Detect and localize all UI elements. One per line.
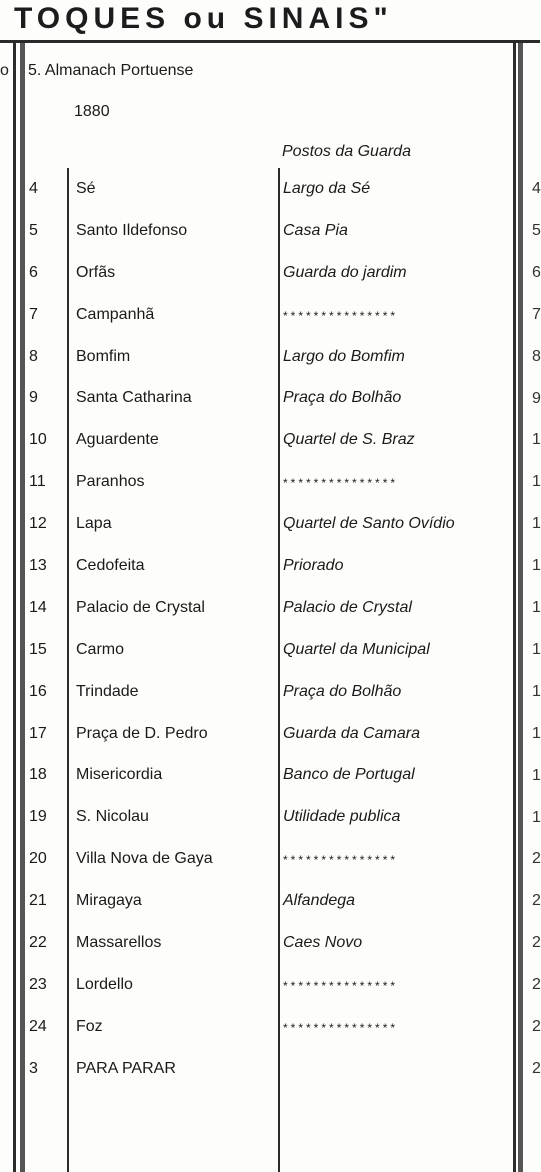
signal-number: 10 [29, 431, 47, 449]
guard-post: Guarda do jardim [283, 263, 407, 281]
guard-post: Alfandega [283, 892, 356, 910]
table-row [0, 340, 540, 382]
table-row [0, 675, 540, 717]
guard-post: Casa Pia [283, 221, 348, 239]
parish-name: Carmo [76, 640, 125, 658]
signal-number: 14 [29, 598, 47, 616]
signal-number: 4 [29, 180, 38, 197]
signal-number: 12 [29, 515, 47, 533]
right-cut-glyph: 2 [532, 1018, 541, 1035]
parish-name: Paranhos [76, 473, 145, 491]
parish-name: Miragaya [76, 892, 142, 910]
table-row [0, 926, 540, 968]
right-cut-glyph: 5 [532, 221, 541, 239]
parish-name: Santa Catharina [76, 389, 192, 407]
right-cut-glyph: 1 [532, 724, 541, 742]
table-row [0, 256, 540, 298]
table-row [0, 298, 540, 340]
right-cut-glyph: 1 [532, 766, 541, 784]
guard-post: Praça do Bolhão [283, 389, 402, 407]
table-row [0, 423, 540, 465]
right-cut-glyph: 2 [532, 850, 541, 868]
parish-name: Praça de D. Pedro [76, 724, 208, 742]
guard-post: Palacio de Crystal [283, 598, 412, 616]
parish-name: Sé [76, 180, 96, 197]
right-cut-glyph: 2 [532, 934, 541, 952]
signal-number: 15 [29, 640, 47, 658]
table-row [0, 507, 540, 549]
right-cut-glyph: 1 [532, 431, 541, 449]
guard-post: Quartel de S. Braz [283, 431, 415, 449]
parish-name: Lapa [76, 515, 112, 533]
guard-post: Quartel de Santo Ovídio [283, 515, 455, 533]
signal-number: 7 [29, 305, 38, 323]
parish-name: Palacio de Crystal [76, 598, 205, 616]
guard-post: *************** [283, 308, 399, 323]
signal-number: 18 [29, 766, 47, 784]
section-year: 1880 [74, 103, 110, 120]
table-row [0, 842, 540, 884]
right-cut-glyph: 1 [532, 473, 541, 491]
parish-name: Bomfim [76, 347, 131, 365]
parish-name: Trindade [76, 682, 139, 700]
parish-name: Lordello [76, 975, 133, 993]
table-row [0, 717, 540, 759]
guard-post: Utilidade publica [283, 808, 401, 826]
table-row [0, 800, 540, 842]
signal-number: 8 [29, 347, 38, 365]
guard-post: *************** [283, 853, 399, 868]
parish-name: Santo Ildefonso [76, 221, 188, 239]
table-row [0, 549, 540, 591]
signal-number: 11 [29, 473, 46, 491]
signal-number: 5 [29, 221, 38, 239]
parish-name: Aguardente [76, 431, 159, 449]
table-row [0, 172, 540, 214]
signal-number: 19 [29, 808, 47, 826]
guard-post: Largo do Bomfim [283, 347, 405, 365]
signal-number: 24 [29, 1017, 47, 1035]
guard-post: Largo da Sé [283, 180, 371, 197]
right-cut-glyph: 1 [532, 599, 541, 616]
section-heading: 5. Almanach Portuense [28, 62, 194, 79]
signal-number: 23 [29, 975, 47, 993]
right-cut-glyph: 2 [532, 1059, 541, 1077]
right-cut-glyph: 1 [532, 808, 541, 826]
right-cut-glyph: 2 [532, 976, 541, 994]
right-cut-glyph: 1 [532, 640, 541, 658]
guard-post: *************** [283, 978, 399, 993]
signal-number: 17 [29, 724, 47, 742]
table-row [0, 884, 540, 926]
right-cut-glyph: 9 [532, 389, 541, 407]
table-row [0, 591, 540, 633]
right-cut-glyph: 7 [532, 305, 541, 323]
guard-post: Banco de Portugal [283, 766, 415, 784]
signal-number: 9 [29, 389, 38, 407]
parish-name: Misericordia [76, 766, 163, 784]
parish-name: PARA PARAR [76, 1059, 176, 1077]
parish-name: Villa Nova de Gaya [76, 850, 213, 868]
guard-post: Caes Novo [283, 934, 363, 952]
page-title: TOQUES ou SINAIS" [14, 2, 393, 35]
signal-number: 22 [29, 934, 47, 952]
signal-number: 3 [29, 1059, 38, 1077]
signal-table [0, 172, 540, 1094]
right-cut-glyph: 8 [532, 347, 541, 365]
guard-post: *************** [283, 1020, 399, 1035]
guard-post: Quartel da Municipal [283, 640, 430, 658]
right-cut-glyph: 1 [532, 515, 541, 533]
table-row [0, 633, 540, 675]
left-cut-text: o [0, 62, 9, 79]
table-row [0, 381, 540, 423]
parish-name: Foz [76, 1017, 103, 1035]
title-divider [0, 40, 540, 43]
right-cut-glyph: 2 [532, 892, 541, 910]
right-cut-glyph: 6 [532, 263, 541, 281]
signal-number: 21 [29, 892, 47, 910]
right-cut-glyph: 1 [532, 557, 541, 575]
table-row [0, 968, 540, 1010]
parish-name: S. Nicolau [76, 808, 149, 826]
signal-number: 16 [29, 682, 47, 700]
table-row [0, 758, 540, 800]
guard-post: Praça do Bolhão [283, 682, 402, 700]
signal-number: 20 [29, 850, 47, 868]
table-row [0, 1052, 540, 1094]
guard-post: Priorado [283, 557, 344, 575]
parish-name: Cedofeita [76, 557, 145, 575]
column-header-postos: Postos da Guarda [282, 143, 411, 160]
signal-number: 13 [29, 557, 47, 575]
guard-post: Guarda da Camara [283, 724, 420, 742]
table-row [0, 214, 540, 256]
right-cut-glyph: 1 [532, 682, 541, 700]
parish-name: Campanhã [76, 305, 155, 323]
signal-number: 6 [29, 263, 38, 281]
table-row [0, 465, 540, 507]
parish-name: Orfãs [76, 263, 116, 281]
table-row [0, 1010, 540, 1052]
guard-post: *************** [283, 476, 399, 491]
parish-name: Massarellos [76, 934, 162, 952]
right-cut-glyph: 4 [532, 180, 541, 197]
